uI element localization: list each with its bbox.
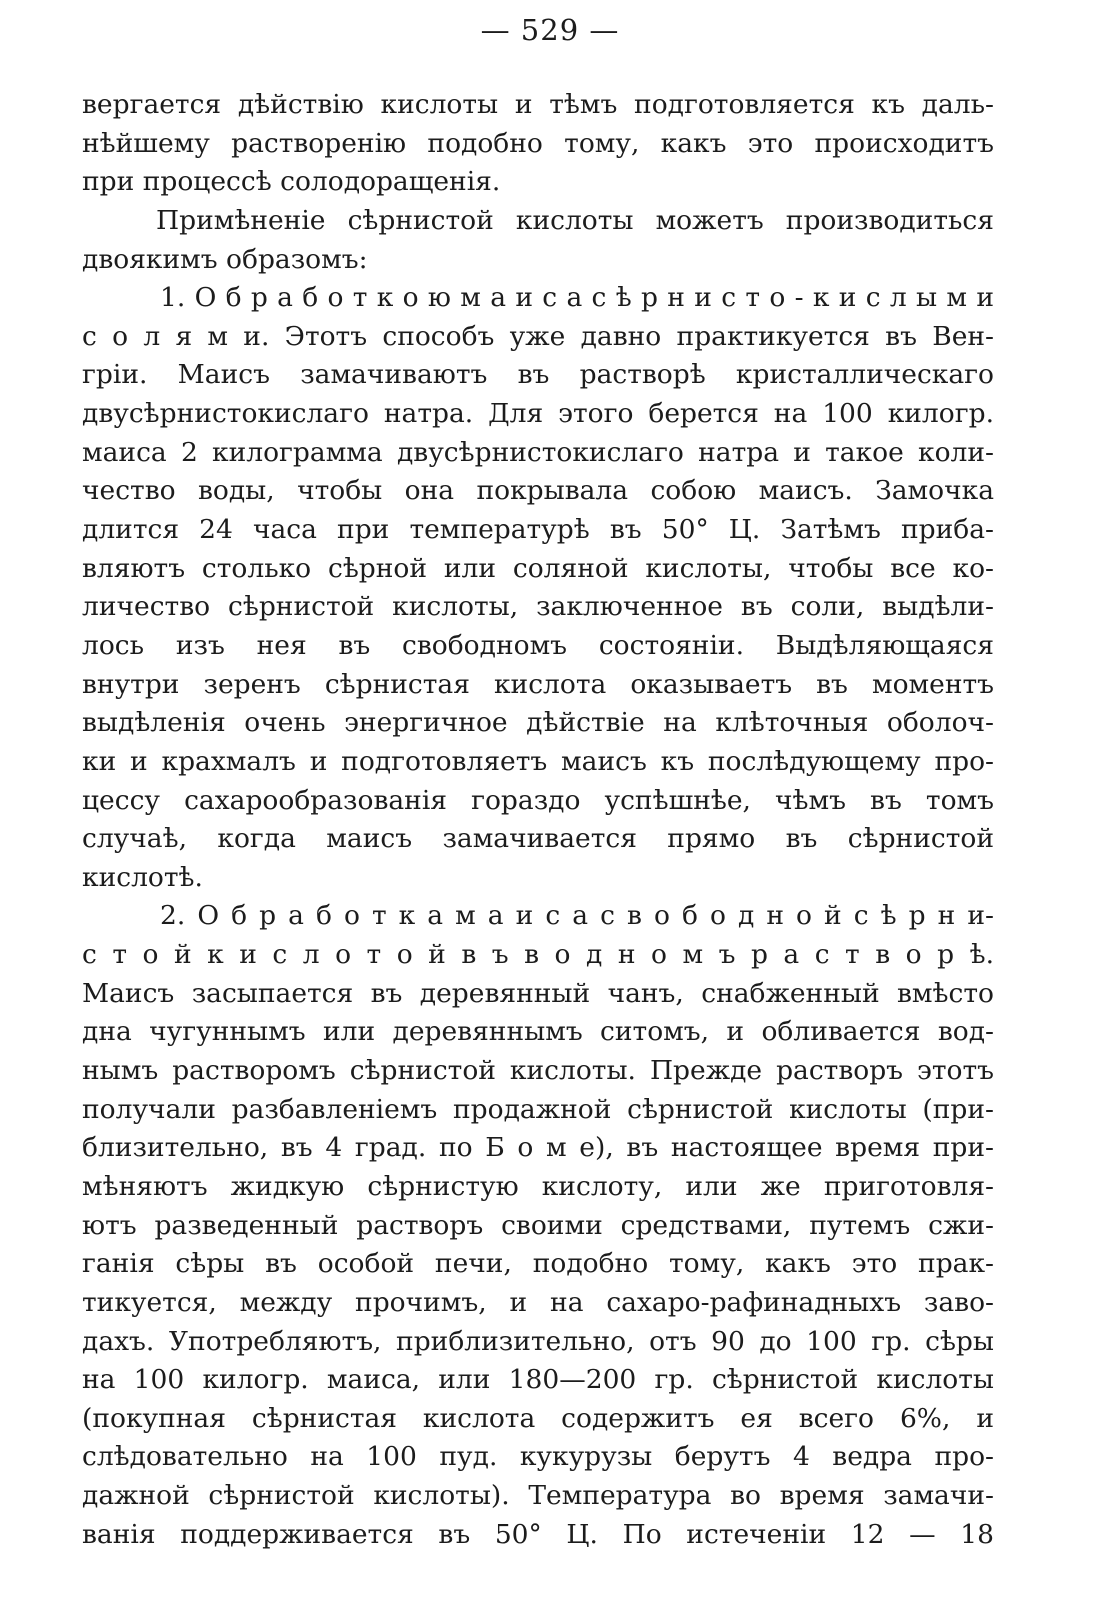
text-line: дахъ. Употребляютъ, приблизительно, отъ 90 до 100 гр. сѣры (82, 1325, 994, 1357)
text-line: тикуется, между прочимъ, и на сахаро-рафинадныхъ заво- (82, 1286, 994, 1318)
text-line: на 100 килогр. маиса, или 180—200 гр. сѣрнистой кислоты (82, 1364, 994, 1396)
text-line: при процессѣ солодоращенія. (82, 166, 501, 198)
text-line: маиса 2 килограмма двусѣрнистокислаго натра и такое коли- (82, 436, 994, 468)
text-line: двусѣрнистокислаго натра. Для этого берется на 100 килогр. (82, 398, 994, 430)
text-line: гріи. Маисъ замачиваютъ въ растворѣ кристаллическаго (82, 359, 994, 391)
text-line: с т о й к и с л о т о й в ъ в о д н о м ъ р а с т в о р ѣ. (82, 939, 994, 971)
text-line: личество сѣрнистой кислоты, заключенное въ соли, выдѣли- (82, 591, 994, 623)
text-line: слѣдовательно на 100 пуд. кукурузы берутъ 4 ведра про- (82, 1441, 994, 1473)
text-line: (покупная сѣрнистая кислота содержитъ ея всего 6%, и (82, 1402, 994, 1434)
text-line: мѣняютъ жидкую сѣрнистую кислоту, или же приготовля- (82, 1170, 994, 1202)
text-line: ютъ разведенный растворъ своими средствами, путемъ сжи- (82, 1209, 994, 1241)
text-line: ванія поддерживается въ 50° Ц. По истеченіи 12 — 18 (82, 1518, 994, 1550)
text-line: нымъ растворомъ сѣрнистой кислоты. Прежде растворъ этотъ (82, 1055, 994, 1087)
text-line: Примѣненіе сѣрнистой кислоты можетъ производиться (156, 204, 994, 236)
text-line: случаѣ, когда маисъ замачивается прямо въ сѣрнистой (82, 823, 994, 855)
body-text (82, 86, 994, 1554)
text-line: с о л я м и. Этотъ способъ уже давно практикуется въ Вен- (82, 320, 994, 352)
page-number: — 529 — (480, 13, 620, 47)
text-line: лось изъ нея въ свободномъ состояніи. Выдѣляющаяся (82, 629, 994, 661)
text-line: цессу сахарообразованія гораздо успѣшнѣе, чѣмъ въ томъ (82, 784, 994, 816)
text-line: дна чугуннымъ или деревяннымъ ситомъ, и обливается вод- (82, 1016, 994, 1048)
text-line: кислотѣ. (82, 861, 203, 893)
text-line: двоякимъ образомъ: (82, 243, 368, 275)
text-line: дажной сѣрнистой кислоты). Температура во время замачи- (82, 1480, 994, 1512)
text-line: вергается дѣйствію кислоты и тѣмъ подготовляется къ даль- (82, 89, 994, 120)
text-line: близительно, въ 4 град. по Б о м е), въ настоящее время при- (82, 1132, 994, 1164)
text-line: ки и крахмалъ и подготовляетъ маисъ къ послѣдующему про- (82, 745, 994, 777)
text-line: внутри зеренъ сѣрнистая кислота оказываетъ въ моментъ (82, 668, 994, 700)
text-line: выдѣленія очень энергичное дѣйствіе на клѣточныя оболоч- (82, 707, 994, 739)
text-line: Маисъ засыпается въ деревянный чанъ, снабженный вмѣсто (82, 977, 994, 1009)
text-line: получали разбавленіемъ продажной сѣрнистой кислоты (при- (82, 1093, 994, 1125)
text-line: 1. О б р а б о т к о ю м а и с а с ѣ р н и с т о - к и с л ы м и (160, 282, 994, 314)
text-line: длится 24 часа при температурѣ въ 50° Ц. Затѣмъ приба- (82, 514, 994, 546)
text-line: нѣйшему раствоpенію подобно тому, какъ это происходитъ (82, 127, 994, 159)
text-line: чество воды, чтобы она покрывала собою маисъ. Замочка (82, 475, 994, 507)
text-line: ганія сѣры въ особой печи, подобно тому, какъ это прак- (82, 1248, 994, 1280)
text-line: 2. О б р а б о т к а м а и с а с в о б о д н о й с ѣ р н и- (160, 900, 994, 932)
text-line: вляютъ столько сѣрной или соляной кислоты, чтобы все ко- (82, 552, 994, 584)
